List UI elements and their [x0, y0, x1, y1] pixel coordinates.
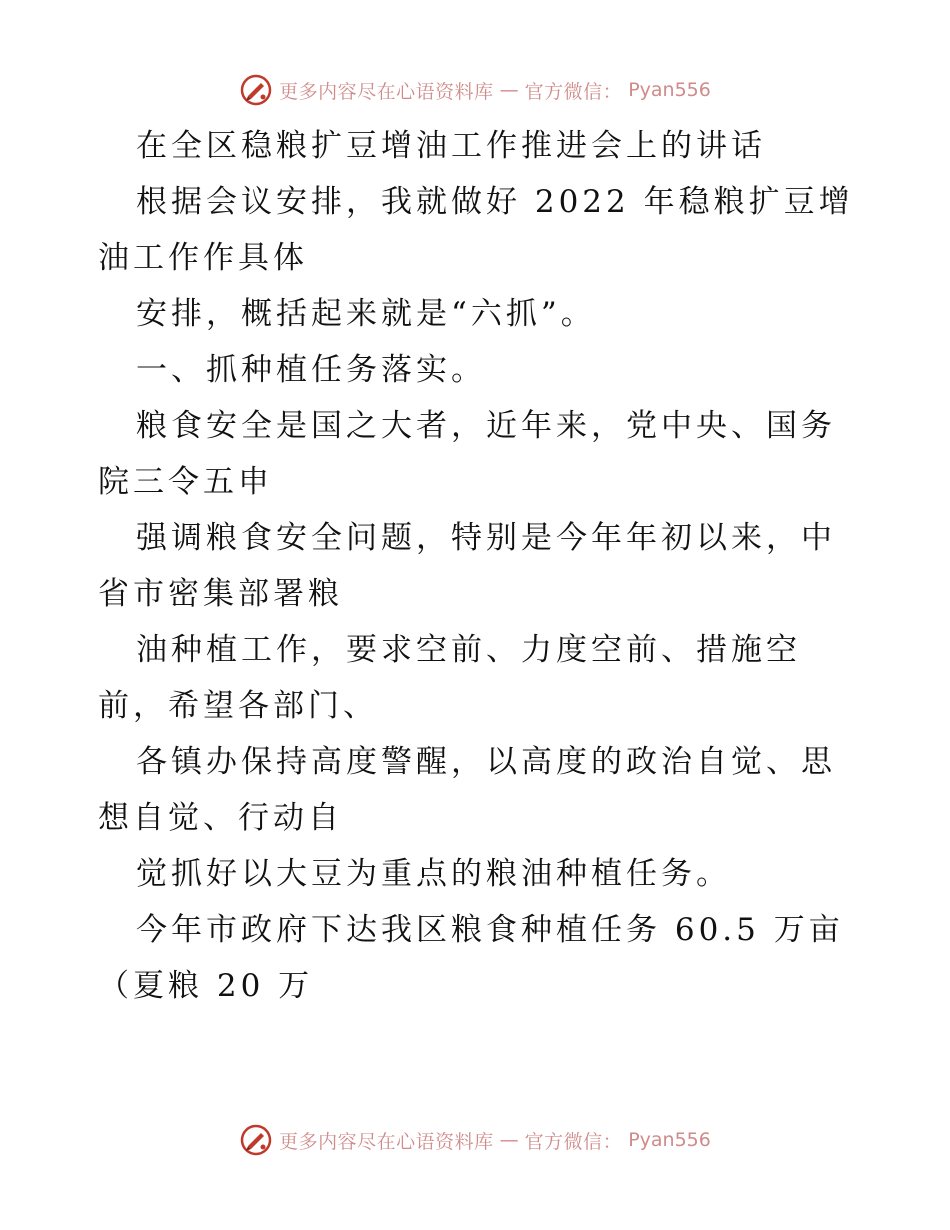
paragraph-line: 今年市政府下达我区粮食种植任务 60.5 万亩（夏粮 20 万: [98, 912, 844, 1004]
footer-banner: [0, 1120, 950, 1160]
section-heading: 一、抓种植任务落实。: [136, 352, 486, 388]
header-wechat-label: 官方微信：: [524, 80, 623, 103]
paragraph-line: 各镇办保持高度警醒，以高度的政治自觉、思想自觉、行动自: [98, 744, 836, 836]
header-separator: —: [499, 79, 519, 101]
document-title: 在全区稳粮扩豆增油工作推进会上的讲话: [136, 128, 766, 164]
pen-logo-icon: [239, 1123, 273, 1157]
header-banner: [0, 70, 950, 110]
paragraph-line: 强调粮食安全问题，特别是今年年初以来，中省市密集部署粮: [98, 520, 836, 612]
paragraph-line: 油种植工作，要求空前、力度空前、措施空前，希望各部门、: [98, 632, 801, 724]
footer-wechat-id: Pyan556: [628, 1129, 711, 1151]
paragraph-line: 安排，概括起来就是“六抓”。: [136, 296, 596, 332]
footer-separator: —: [499, 1129, 519, 1151]
document-body: [98, 118, 858, 1014]
paragraph-line: 粮食安全是国之大者，近年来，党中央、国务院三令五申: [98, 408, 836, 500]
header-banner-text: 更多内容尽在心语资料库: [279, 80, 494, 103]
footer-wechat-label: 官方微信：: [524, 1130, 623, 1153]
pen-logo-icon: [239, 73, 273, 107]
footer-banner-text: 更多内容尽在心语资料库: [279, 1130, 494, 1153]
paragraph-line: 根据会议安排，我就做好 2022 年稳粮扩豆增油工作作具体: [98, 184, 854, 276]
paragraph-line: 觉抓好以大豆为重点的粮油种植任务。: [136, 856, 731, 892]
header-wechat-id: Pyan556: [628, 79, 711, 101]
